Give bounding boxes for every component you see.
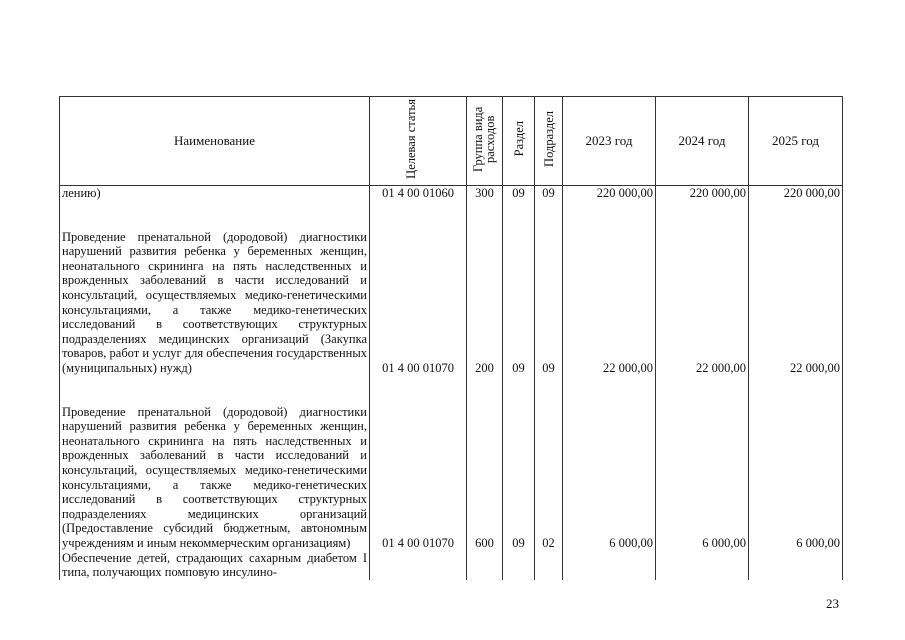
- row-section: 09: [503, 376, 535, 551]
- row-target-article: 01 4 00 01070: [370, 376, 467, 551]
- row-2023: [563, 551, 656, 580]
- row-target-article: [370, 551, 467, 580]
- header-name: Наименование: [60, 97, 370, 186]
- row-expense-group: [467, 551, 503, 580]
- row-subsection: 09: [535, 186, 563, 201]
- row-expense-group: 600: [467, 376, 503, 551]
- row-subsection: 09: [535, 201, 563, 376]
- budget-table: [59, 96, 843, 580]
- row-section: [503, 551, 535, 580]
- row-name: Проведение пренатальной (дородовой) диагностики нарушений развития ребенка у беременных женщин, неонатального скрининга на пять наследственных и врожденных заболеваний в части исследований и консультаций, осуществляемых медико-генетическими консультациями, а также медико-генетических исследований в соответствующих структурных подразделениях медицинских организаций (Предоставление субсидий бюджетным, автономным учреждениям и иным некоммерческим организациям): [60, 376, 370, 551]
- row-name: лению): [60, 186, 370, 201]
- row-expense-group: 300: [467, 186, 503, 201]
- header-subsection-label: Подраздел: [541, 111, 556, 167]
- header-expense-group: [467, 97, 503, 186]
- row-2025: 220 000,00: [749, 186, 843, 201]
- row-section: 09: [503, 186, 535, 201]
- row-target-article: 01 4 00 01070: [370, 201, 467, 376]
- row-section: 09: [503, 201, 535, 376]
- row-2023: 22 000,00: [563, 201, 656, 376]
- row-2024: 220 000,00: [656, 186, 749, 201]
- row-2024: [656, 551, 749, 580]
- header-2023: 2023 год: [563, 97, 656, 186]
- header-target-article: [370, 97, 467, 186]
- row-2024: 22 000,00: [656, 201, 749, 376]
- row-name: Проведение пренатальной (дородовой) диагностики нарушений развития ребенка у беременных женщин, неонатального скрининга на пять наследственных и врожденных заболеваний в части исследований и консультаций, осуществляемых медико-генетическими консультациями, а также медико-генетических исследований в соответствующих структурных подразделениях медицинских организаций (Закупка товаров, работ и услуг для обеспечения государственных (муниципальных) нужд): [60, 201, 370, 376]
- header-target-article-label: Целевая статья: [404, 99, 418, 179]
- row-2025: 22 000,00: [749, 201, 843, 376]
- row-2025: 6 000,00: [749, 376, 843, 551]
- row-target-article: 01 4 00 01060: [370, 186, 467, 201]
- table-row: [60, 551, 843, 580]
- row-2025: [749, 551, 843, 580]
- table-row: [60, 186, 843, 201]
- row-expense-group: 200: [467, 201, 503, 376]
- row-2024: 6 000,00: [656, 376, 749, 551]
- table-row: [60, 201, 843, 376]
- row-name: Обеспечение детей, страдающих сахарным диабетом I типа, получающих помповую инсулино-: [60, 551, 370, 580]
- row-2023: 6 000,00: [563, 376, 656, 551]
- header-2024: 2024 год: [656, 97, 749, 186]
- row-2023: 220 000,00: [563, 186, 656, 201]
- page-number: 23: [826, 596, 839, 611]
- header-section: [503, 97, 535, 186]
- row-subsection: 02: [535, 376, 563, 551]
- table-row: [60, 376, 843, 551]
- row-subsection: [535, 551, 563, 580]
- header-expense-group-label: Группа вида расходов: [470, 106, 497, 172]
- header-section-label: Раздел: [511, 121, 526, 157]
- header-subsection: [535, 97, 563, 186]
- header-2025: 2025 год: [749, 97, 843, 186]
- table-header-row: [60, 97, 843, 186]
